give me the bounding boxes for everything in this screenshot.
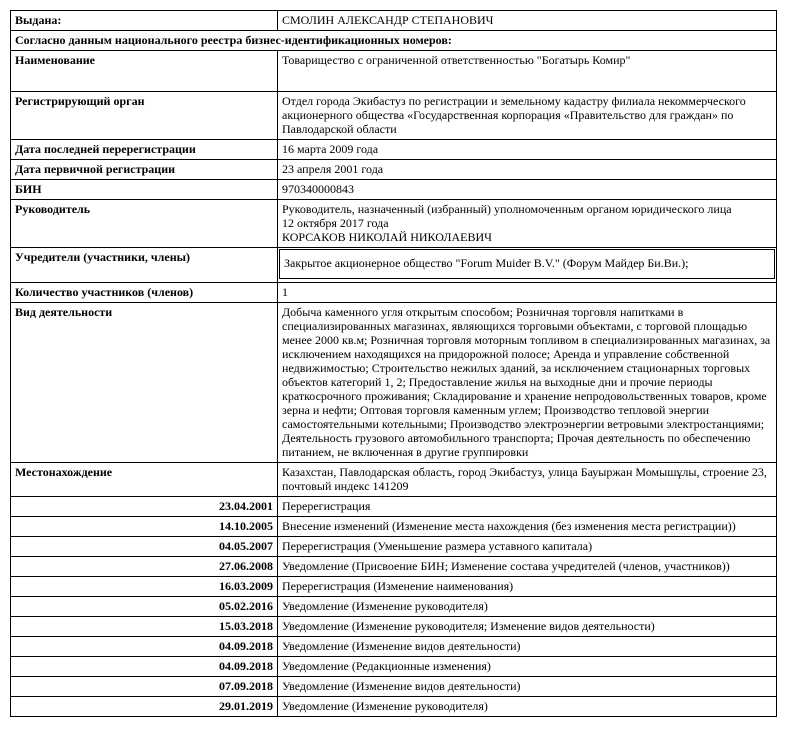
history-date: 07.09.2018: [11, 677, 278, 697]
history-date: 04.05.2007: [11, 537, 278, 557]
head-date: 12 октября 2017 года: [282, 216, 389, 230]
section-title: Согласно данным национального реестра бизнес-идентификационных номеров:: [11, 31, 777, 51]
registry-table: [10, 10, 777, 717]
history-event: Перерегистрация (Изменение наименования): [278, 577, 777, 597]
registrar-value: Отдел города Экибастуз по регистрации и земельному кадастру филиала некоммерческого акционерного общества «Государственная корпорация «Правительство для граждан» по Павлодарской области: [278, 92, 777, 140]
founders-row: [11, 248, 777, 283]
history-row: [11, 577, 777, 597]
history-event: Уведомление (Изменение руководителя): [278, 597, 777, 617]
head-value: [278, 200, 777, 248]
history-date: 27.06.2008: [11, 557, 278, 577]
founders-value: Закрытое акционерное общество "Forum Muider B.V." (Форум Майдер Би.Ви.);: [279, 249, 775, 279]
name-row: [11, 51, 777, 92]
location-row: [11, 463, 777, 497]
history-event: Внесение изменений (Изменение места нахождения (без изменения места регистрации)): [278, 517, 777, 537]
history-row: [11, 497, 777, 517]
history-date: 14.10.2005: [11, 517, 278, 537]
history-date: 04.09.2018: [11, 637, 278, 657]
history-event: Уведомление (Изменение руководителя; Изменение видов деятельности): [278, 617, 777, 637]
members-count-label: Количество участников (членов): [11, 283, 278, 303]
history-event: Уведомление (Редакционные изменения): [278, 657, 777, 677]
location-value: Казахстан, Павлодарская область, город Экибастуз, улица Бауыржан Момышұлы, строение 23, почтовый индекс 141209: [278, 463, 777, 497]
history-row: [11, 677, 777, 697]
history-row: [11, 537, 777, 557]
founders-label: Учредители (участники, члены): [11, 248, 278, 283]
history-row: [11, 617, 777, 637]
history-row: [11, 637, 777, 657]
last-rereg-value: 16 марта 2009 года: [278, 140, 777, 160]
issued-value: СМОЛИН АЛЕКСАНДР СТЕПАНОВИЧ: [278, 11, 777, 31]
registrar-label: Регистрирующий орган: [11, 92, 278, 140]
history-row: [11, 517, 777, 537]
issued-label: Выдана:: [11, 11, 278, 31]
registrar-row: [11, 92, 777, 140]
head-label: Руководитель: [11, 200, 278, 248]
first-reg-row: [11, 160, 777, 180]
head-row: [11, 200, 777, 248]
history-date: 15.03.2018: [11, 617, 278, 637]
last-rereg-row: [11, 140, 777, 160]
head-name: КОРСАКОВ НИКОЛАЙ НИКОЛАЕВИЧ: [282, 230, 492, 244]
activity-row: [11, 303, 777, 463]
history-row: [11, 697, 777, 717]
history-row: [11, 597, 777, 617]
first-reg-label: Дата первичной регистрации: [11, 160, 278, 180]
head-position: Руководитель, назначенный (избранный) уполномоченным органом юридического лица: [282, 202, 732, 216]
members-count-value: 1: [278, 283, 777, 303]
history-event: Перерегистрация (Уменьшение размера уставного капитала): [278, 537, 777, 557]
members-count-row: [11, 283, 777, 303]
history-date: 04.09.2018: [11, 657, 278, 677]
history-date: 23.04.2001: [11, 497, 278, 517]
section-row: [11, 31, 777, 51]
last-rereg-label: Дата последней перерегистрации: [11, 140, 278, 160]
bin-value: 970340000843: [278, 180, 777, 200]
history-event: Уведомление (Изменение видов деятельности): [278, 677, 777, 697]
history-event: Уведомление (Изменение руководителя): [278, 697, 777, 717]
history-event: Уведомление (Присвоение БИН; Изменение состава учредителей (членов, участников)): [278, 557, 777, 577]
history-date: 29.01.2019: [11, 697, 278, 717]
history-row: [11, 657, 777, 677]
name-label: Наименование: [11, 51, 278, 92]
history-event: Перерегистрация: [278, 497, 777, 517]
location-label: Местонахождение: [11, 463, 278, 497]
issued-row: [11, 11, 777, 31]
activity-label: Вид деятельности: [11, 303, 278, 463]
activity-value: Добыча каменного угля открытым способом; Розничная торговля напитками в специализированных магазинах, являющихся торговыми объектами, с торговой площадью менее 2000 кв.м; Розничная торговля моторным топливом в специализированных магазинах, за исключением находящихся на придорожной полосе; Аренда и управление собственной недвижимостью; Строительство нежилых зданий, за исключением стационарных торговых объектов категорий 1, 2; Предоставление жилья на выходные дни и прочие периоды краткосрочного проживания; Складирование и хранение непродовольственных товаров, кроме зерна и нефти; Оптовая торговля каменным углем; Производство тепловой энергии самостоятельными котельными; Производство электроэнергии ветровыми электростанциями; Деятельность грузового автомобильного транспорта; Прочая деятельность по обеспечению питанием, не включенная в другие группировки: [278, 303, 777, 463]
founders-cell: [278, 248, 777, 283]
history-row: [11, 557, 777, 577]
history-event: Уведомление (Изменение видов деятельности): [278, 637, 777, 657]
history-date: 05.02.2016: [11, 597, 278, 617]
bin-row: [11, 180, 777, 200]
name-value: Товарищество с ограниченной ответственностью "Богатырь Комир": [278, 51, 777, 92]
first-reg-value: 23 апреля 2001 года: [278, 160, 777, 180]
bin-label: БИН: [11, 180, 278, 200]
history-date: 16.03.2009: [11, 577, 278, 597]
